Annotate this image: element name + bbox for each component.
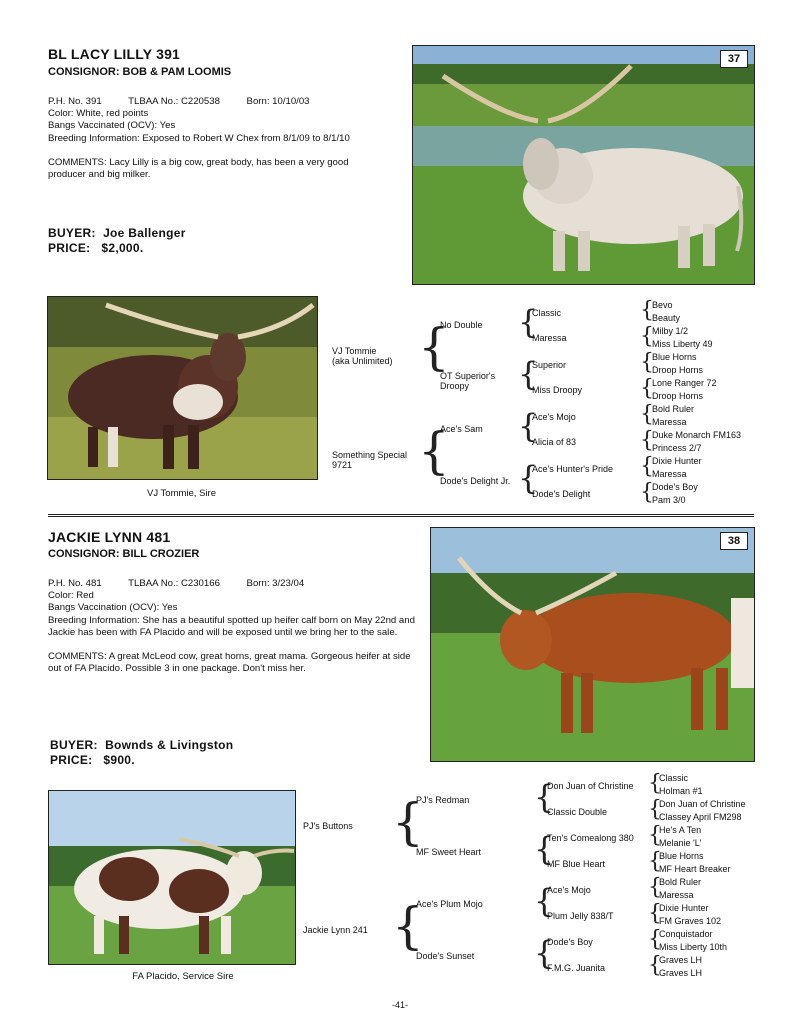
pedigree-ancestor: MF Blue Heart — [547, 859, 606, 869]
pedigree-ancestor: FM Graves 102 — [659, 916, 722, 926]
pedigree-grandsire: Ace's Plum Mojo — [416, 899, 483, 909]
pedigree-ancestor: Lone Ranger 72 — [652, 378, 717, 388]
cow-photo — [412, 45, 755, 285]
comments: COMMENTS: Lacy Lilly is a big cow, great body, has been a very good producer and big milker. — [48, 156, 349, 181]
brace: { — [640, 428, 654, 453]
registration-line: P.H. No. 391 TLBAA No.: C220538 Born: 10/10/03 — [48, 96, 310, 107]
sire-photo — [47, 296, 318, 480]
pedigree-ancestor: Maressa — [652, 469, 687, 479]
pedigree-ancestor: Ten's Comealong 380 — [547, 833, 634, 843]
cow-photo-image — [431, 528, 754, 761]
sire-photo — [48, 790, 296, 965]
registration-line: P.H. No. 481 TLBAA No.: C230166 Born: 3/23/04 — [48, 578, 305, 589]
pedigree-ancestor: Miss Liberty 49 — [652, 339, 713, 349]
pedigree-ancestor: Ace's Hunter's Pride — [532, 464, 613, 474]
cow-photo-image — [413, 46, 754, 284]
sire-caption: VJ Tommie, Sire — [147, 488, 216, 499]
sire-photo-image — [49, 791, 295, 964]
pedigree-ancestor: Graves LH — [659, 955, 703, 965]
pedigree-ancestor: Don Juan of Christine — [659, 799, 746, 809]
pedigree-ancestor: Maressa — [532, 333, 567, 343]
brace: { — [648, 771, 662, 796]
brace: { — [640, 376, 654, 401]
pedigree-ancestor: Melanie 'L' — [659, 838, 702, 848]
breeding-info: Breeding Information: Exposed to Robert W Chex from 8/1/09 to 8/1/10 — [48, 132, 350, 144]
pedigree-granddam: MF Sweet Heart — [416, 847, 482, 857]
pedigree-ancestor: Blue Horns — [659, 851, 704, 861]
pedigree-ancestor: Don Juan of Christine — [547, 781, 634, 791]
comments: COMMENTS: A great McLeod cow, great horns, great mama. Gorgeous heifer at side out of FA Placido. Possible 3 in one package. Don't miss her. — [48, 651, 411, 675]
pedigree-dam: Jackie Lynn 241 — [303, 925, 368, 935]
brace: { — [418, 318, 450, 376]
bangs-line: Bangs Vaccination (OCV): Yes — [48, 602, 178, 614]
pedigree-ancestor: Milby 1/2 — [652, 326, 689, 336]
pedigree-ancestor: Ace's Mojo — [532, 412, 576, 422]
pedigree-ancestor: Miss Droopy — [532, 385, 583, 395]
sire-photo-image — [48, 297, 317, 479]
brace: { — [534, 830, 555, 868]
lot-title: BL LACY LILLY 391 — [48, 46, 181, 62]
lot-info — [48, 578, 418, 675]
pedigree-grandsire: No Double — [440, 320, 483, 330]
brace: { — [640, 298, 654, 323]
page-number: -41- — [391, 1000, 408, 1010]
pedigree-dam: Something Special 9721 — [332, 450, 408, 470]
consignor: CONSIGNOR: BOB & PAM LOOMIS — [48, 66, 232, 78]
pedigree-ancestor: Bold Ruler — [659, 877, 702, 887]
pedigree-ancestor: MF Heart Breaker — [659, 864, 731, 874]
pedigree-ancestor: Pam 3/0 — [652, 495, 686, 505]
pedigree-ancestor: Dode's Delight — [532, 489, 591, 499]
pedigree-ancestor: Superior — [532, 360, 567, 370]
pedigree-ancestor: Miss Liberty 10th — [659, 942, 728, 952]
brace: { — [640, 454, 654, 479]
pedigree-ancestor: Princess 2/7 — [652, 443, 702, 453]
brace: { — [392, 897, 424, 955]
price: PRICE: $2,000. — [48, 241, 144, 255]
brace: { — [640, 480, 654, 505]
brace: { — [640, 324, 654, 349]
color-line: Color: Red — [48, 590, 94, 602]
pedigree-ancestor: F.M.G. Juanita — [547, 963, 606, 973]
consignor: CONSIGNOR: BILL CROZIER — [48, 548, 200, 560]
pedigree-ancestor: Plum Jelly 838/T — [547, 911, 614, 921]
pedigree-ancestor: Holman #1 — [659, 786, 703, 796]
brace: { — [648, 927, 662, 952]
brace: { — [534, 934, 555, 972]
brace: { — [518, 407, 539, 445]
pedigree-chart — [300, 773, 770, 983]
pedigree-ancestor: Classey April FM298 — [659, 812, 742, 822]
pedigree-ancestor: Conquistador — [659, 929, 713, 939]
brace: { — [640, 402, 654, 427]
sire-caption: FA Placido, Service Sire — [132, 971, 234, 982]
brace: { — [392, 793, 424, 851]
pedigree-ancestor: Droop Horns — [652, 391, 704, 401]
pedigree-ancestor: Classic Double — [547, 807, 608, 817]
brace: { — [648, 953, 662, 978]
pedigree-ancestor: Bevo — [652, 300, 673, 310]
brace: { — [518, 459, 539, 497]
brace: { — [648, 875, 662, 900]
lot-number-badge: 37 — [720, 50, 748, 68]
pedigree-ancestor: Maressa — [659, 890, 694, 900]
pedigree-sire: VJ Tommie (aka Unlimited) — [332, 346, 393, 366]
pedigree-ancestor: Dixie Hunter — [652, 456, 702, 466]
buyer-block — [50, 738, 233, 768]
brace: { — [418, 422, 450, 480]
brace: { — [534, 882, 555, 920]
buyer: BUYER: Bownds & Livingston — [50, 738, 234, 752]
lot-info — [48, 96, 388, 181]
pedigree-granddam: Dode's Delight Jr. — [440, 476, 511, 486]
buyer-block — [48, 226, 186, 256]
brace: { — [648, 823, 662, 848]
pedigree-ancestor: Droop Horns — [652, 365, 704, 375]
cow-photo — [430, 527, 755, 762]
pedigree-sire: PJ's Buttons — [303, 821, 353, 831]
pedigree-granddam: Dode's Sunset — [416, 951, 475, 961]
pedigree-ancestor: Ace's Mojo — [547, 885, 591, 895]
pedigree-ancestor: Classic — [532, 308, 562, 318]
pedigree-grandsire: Ace's Sam — [440, 424, 483, 434]
brace: { — [648, 901, 662, 926]
pedigree-granddam: OT Superior's Droopy — [440, 371, 496, 391]
pedigree-ancestor: Duke Monarch FM163 — [652, 430, 742, 440]
brace: { — [640, 350, 654, 375]
brace: { — [648, 797, 662, 822]
pedigree-ancestor: Alicia of 83 — [532, 437, 577, 447]
brace: { — [518, 355, 539, 393]
pedigree-ancestor: Blue Horns — [652, 352, 697, 362]
pedigree-ancestor: Bold Ruler — [652, 404, 695, 414]
pedigree-chart — [330, 298, 770, 508]
pedigree-ancestor: Beauty — [652, 313, 681, 323]
bangs-line: Bangs Vaccinated (OCV): Yes — [48, 120, 176, 132]
lot-number-badge: 38 — [720, 532, 748, 550]
pedigree-ancestor: Dode's Boy — [547, 937, 593, 947]
brace: { — [534, 778, 555, 816]
pedigree-ancestor: Dixie Hunter — [659, 903, 709, 913]
pedigree-ancestor: He's A Ten — [659, 825, 702, 835]
section-divider — [48, 514, 754, 517]
brace: { — [648, 849, 662, 874]
pedigree-grandsire: PJ's Redman — [416, 795, 470, 805]
breeding-info: Breeding Information: She has a beautiful spotted up heifer calf born on May 22nd and Jackie has been with FA Placido and will be exposed until we bring her to the sale. — [48, 614, 415, 638]
lot-title: JACKIE LYNN 481 — [48, 529, 171, 545]
pedigree-ancestor: Graves LH — [659, 968, 703, 978]
brace: { — [518, 303, 539, 341]
pedigree-ancestor: Classic — [659, 773, 689, 783]
color-line: Color: White, red points — [48, 108, 149, 120]
price: PRICE: $900. — [50, 753, 135, 767]
pedigree-ancestor: Maressa — [652, 417, 687, 427]
pedigree-ancestor: Dode's Boy — [652, 482, 698, 492]
buyer: BUYER: Joe Ballenger — [48, 226, 186, 240]
